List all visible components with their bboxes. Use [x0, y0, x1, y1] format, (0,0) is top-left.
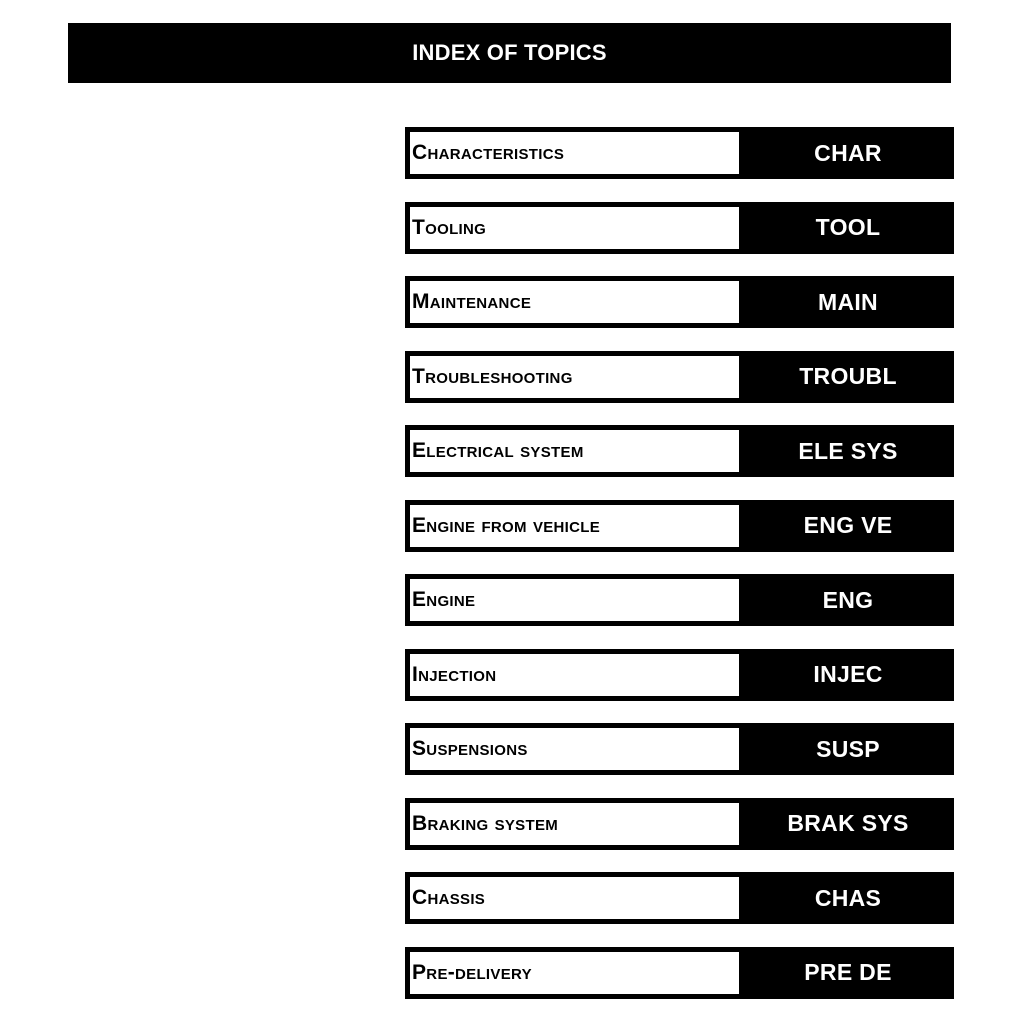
topic-name-box	[405, 202, 742, 254]
topic-name-box	[405, 872, 742, 924]
topic-link-engine[interactable]	[405, 574, 954, 626]
topic-code: CHAR	[814, 139, 882, 166]
topic-code-box	[742, 872, 954, 924]
topic-name: Engine from vehicle	[412, 513, 601, 537]
topic-code-box	[742, 425, 954, 477]
topic-name: Characteristics	[412, 141, 565, 164]
topic-name: Tooling	[412, 215, 487, 239]
topic-code-box	[742, 649, 954, 701]
topic-link-maintenance[interactable]	[405, 276, 954, 328]
topic-name-box	[405, 500, 742, 552]
topic-code: TROUBL	[799, 363, 897, 389]
topic-link-troubleshooting[interactable]	[405, 351, 954, 403]
topic-list	[405, 127, 954, 1021]
topic-code-box	[742, 276, 954, 328]
topic-name: Maintenance	[412, 290, 532, 313]
topic-code: MAIN	[818, 288, 878, 315]
topic-name-box	[405, 798, 742, 850]
topic-code: INJEC	[813, 661, 883, 687]
topic-code: BRAK SYS	[787, 810, 909, 836]
topic-name-box	[405, 649, 742, 701]
topic-code: ENG VE	[803, 512, 893, 538]
topic-name-box	[405, 276, 742, 328]
topic-name: Braking system	[412, 811, 559, 835]
topic-name: Troubleshooting	[412, 364, 573, 388]
topic-link-braking-system[interactable]	[405, 798, 954, 850]
topic-code-box	[742, 947, 954, 999]
topic-code-box	[742, 798, 954, 850]
topic-code-box	[742, 723, 954, 775]
topic-name-box	[405, 351, 742, 403]
topic-name: Injection	[412, 662, 497, 686]
topic-name-box	[405, 127, 742, 179]
topic-code-box	[742, 574, 954, 626]
topic-code-box	[742, 351, 954, 403]
topic-code-box	[742, 202, 954, 254]
topic-name: Chassis	[412, 886, 486, 909]
topic-code: TOOL	[815, 214, 881, 240]
topic-code: PRE DE	[804, 959, 892, 985]
topic-name: Suspensions	[412, 737, 528, 760]
page-title: INDEX OF TOPICS	[412, 40, 607, 65]
topic-code: ELE SYS	[798, 437, 898, 464]
header-bar	[68, 23, 951, 83]
topic-code-box	[742, 127, 954, 179]
topic-name: Pre-delivery	[412, 960, 532, 984]
topic-code: SUSP	[816, 735, 880, 762]
topic-code: ENG	[822, 586, 874, 613]
topic-link-pre-delivery[interactable]	[405, 947, 954, 999]
topic-link-engine-from-vehicle[interactable]	[405, 500, 954, 552]
topic-link-injection[interactable]	[405, 649, 954, 701]
topic-link-suspensions[interactable]	[405, 723, 954, 775]
topic-link-chassis[interactable]	[405, 872, 954, 924]
topic-name: Electrical system	[412, 439, 584, 462]
topic-link-tooling[interactable]	[405, 202, 954, 254]
topic-name: Engine	[412, 588, 476, 611]
topic-name-box	[405, 947, 742, 999]
topic-code-box	[742, 500, 954, 552]
topic-link-electrical-system[interactable]	[405, 425, 954, 477]
topic-name-box	[405, 723, 742, 775]
topic-name-box	[405, 425, 742, 477]
topic-code: CHAS	[814, 884, 882, 911]
topic-link-characteristics[interactable]	[405, 127, 954, 179]
topic-name-box	[405, 574, 742, 626]
